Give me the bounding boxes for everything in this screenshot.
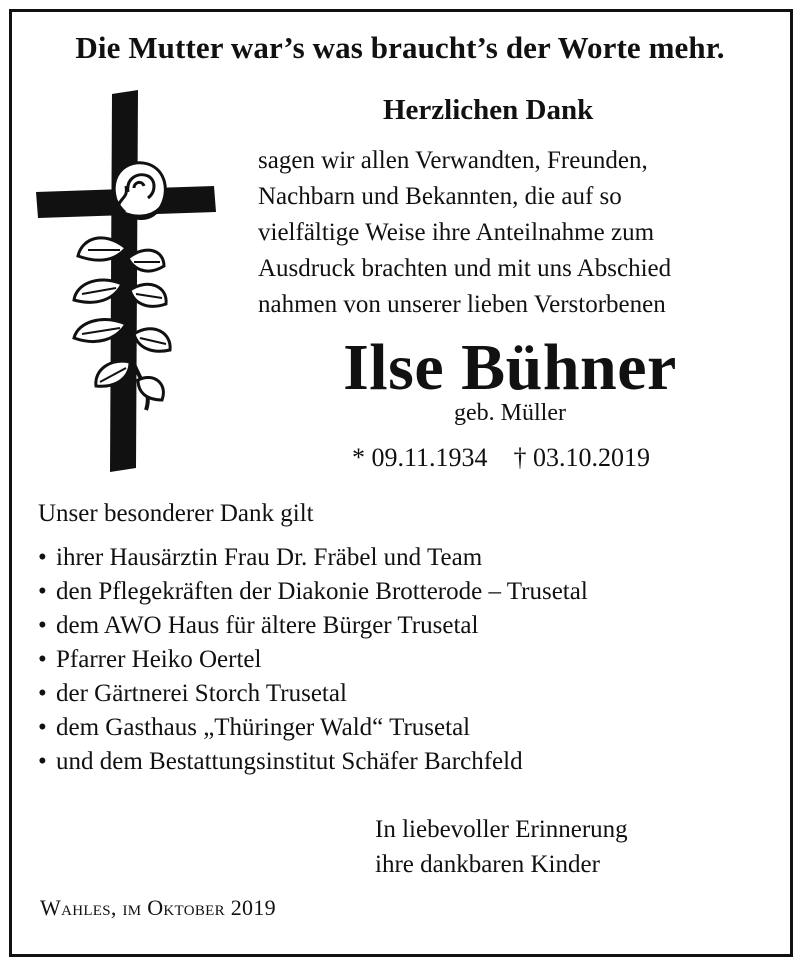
closing-line: In liebevoller Erinnerung <box>375 816 628 843</box>
thanks-line: nahmen von unserer lieben Verstorbenen <box>258 291 666 318</box>
bullet-icon: • <box>38 544 47 571</box>
list-item-text: ihrer Hausärztin Frau Dr. Fräbel und Team <box>56 544 483 571</box>
bullet-icon: • <box>38 612 47 639</box>
bullet-icon: • <box>38 578 47 605</box>
thanks-line: Nachbarn und Bekannten, die auf so <box>258 183 622 210</box>
bullet-icon: • <box>38 714 47 741</box>
list-item <box>38 711 588 745</box>
list-item-text: den Pflegekräften der Diakonie Brotterode – Trusetal <box>56 578 588 605</box>
bullet-icon: • <box>38 680 47 707</box>
list-item <box>38 575 588 609</box>
list-item-text: und dem Bestattungsinstitut Schäfer Barchfeld <box>56 748 523 775</box>
thanks-line: sagen wir allen Verwandten, Freunden, <box>258 147 648 174</box>
list-item-text: Pfarrer Heiko Oertel <box>56 646 262 673</box>
birth-date: * 09.11.1934 <box>352 443 488 472</box>
list-item-text: der Gärtnerei Storch Trusetal <box>56 680 347 707</box>
place-and-date: Wahles, im Oktober 2019 <box>40 895 276 920</box>
list-item-text: dem Gasthaus „Thüringer Wald“ Trusetal <box>56 714 471 741</box>
bullet-icon: • <box>38 748 47 775</box>
special-thanks-list <box>38 541 588 779</box>
list-item <box>38 677 588 711</box>
maiden-name: geb. Müller <box>454 400 566 426</box>
closing-line: ihre dankbaren Kinder <box>375 851 600 878</box>
list-item-text: dem AWO Haus für ältere Bürger Trusetal <box>56 612 479 639</box>
list-item <box>38 541 588 575</box>
thanks-title: Herzlichen Dank <box>383 94 594 126</box>
list-item <box>38 609 588 643</box>
list-item <box>38 745 588 779</box>
special-thanks-intro: Unser besonderer Dank gilt <box>38 500 314 527</box>
deceased-name: Ilse Bühner <box>343 331 677 404</box>
headline: Die Mutter war’s was braucht’s der Worte mehr. <box>75 30 725 65</box>
death-date: † 03.10.2019 <box>513 443 651 472</box>
thanks-line: Ausdruck brachten und mit uns Abschied <box>258 255 672 282</box>
thanks-text <box>258 143 671 323</box>
closing-signature <box>375 812 628 882</box>
list-item <box>38 643 588 677</box>
bullet-icon: • <box>38 646 47 673</box>
thanks-line: vielfältige Weise ihre Anteilnahme zum <box>258 219 655 246</box>
life-dates <box>352 443 650 473</box>
